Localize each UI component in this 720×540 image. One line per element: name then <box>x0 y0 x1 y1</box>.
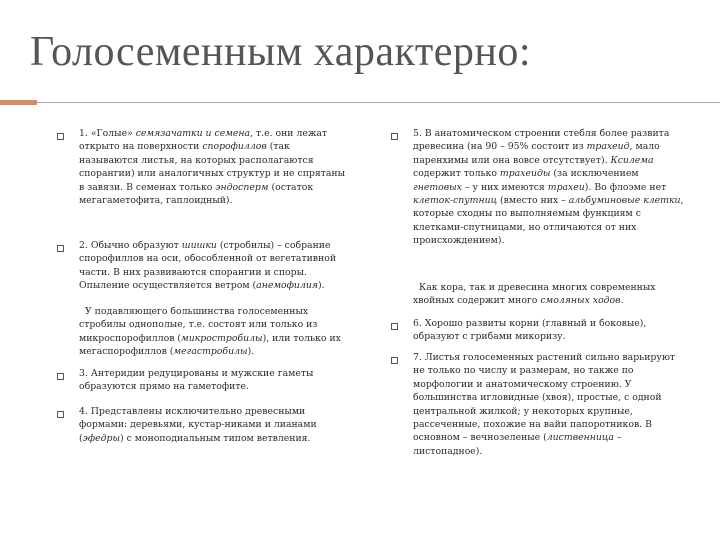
square-bullet-icon <box>391 133 398 140</box>
paragraph-7: Как кора, так и древесина многих современных хвойных содержит много смоляных ходов. <box>413 282 656 307</box>
paragraph-9: 7. Листья голосеменных растений сильно варьируют не только по числу и размерам, но также по морфологии и анатомическому строению. У большинства игловидные (хвоя), простые, с одной центральной жилкой; у некоторых крупные, рассеченные, похожие на вайи папоротников. В основном – вечнозеленые (лиственница – листопадное). <box>413 352 676 457</box>
square-bullet-icon <box>57 373 64 380</box>
paragraph-2: 2. Обычно образуют шишки (стробилы) – собрание спорофиллов на оси, обособленной от вегетативной части. В них развиваются спорангии и споры. Опыление осуществляется ветром (анемофилия). <box>79 240 337 292</box>
paragraph-6: 5. В анатомическом строении стебля более развита древесина (на 90 – 95% состоит из трахеид, мало паренхимы или она вовсе отсутствует). Ксилема содержит только трахеиды (за исключением гнетовых – у них имеются трахеи). Во флоэме нет клеток-спутниц (вместо них – альбуминовые клетки, которые сходны по выполняемым функциям с клетками-спутницами, но отличаются от них происхождением). <box>413 128 684 247</box>
title-accent-bar <box>0 100 37 105</box>
square-bullet-icon <box>391 323 398 330</box>
square-bullet-icon <box>57 411 64 418</box>
paragraph-5: 4. Представлены исключительно древесными формами: деревьями, кустар-никами и лианами (эфедры) с моноподиальным типом ветвления. <box>79 406 317 444</box>
paragraph-8: 6. Хорошо развиты корни (главный и боковые), образуют с грибами микоризу. <box>413 318 647 343</box>
title-divider <box>37 102 720 103</box>
square-bullet-icon <box>57 245 64 252</box>
paragraph-4: 3. Антеридии редуцированы и мужские гаметы образуются прямо на гаметофите. <box>79 368 314 393</box>
slide-title: Голосеменным характерно: <box>30 29 532 75</box>
paragraph-3: У подавляющего большинства голосеменных стробилы однополые, т.е. состоят или только из микроспорофиллов (микростробилы), или только их мегаспорофиллов (мегастробилы). <box>79 306 341 358</box>
paragraph-1: 1. «Голые» семязачатки и семена, т.е. они лежат открыто на поверхности спорофиллов (так называются листья, на которых располагаются спорангии) или аналогичных структур и не спрятаны в завязи. В семенах только эндосперм (остаток мегагаметофита, гаплоидный). <box>79 128 345 207</box>
square-bullet-icon <box>391 357 398 364</box>
square-bullet-icon <box>57 133 64 140</box>
